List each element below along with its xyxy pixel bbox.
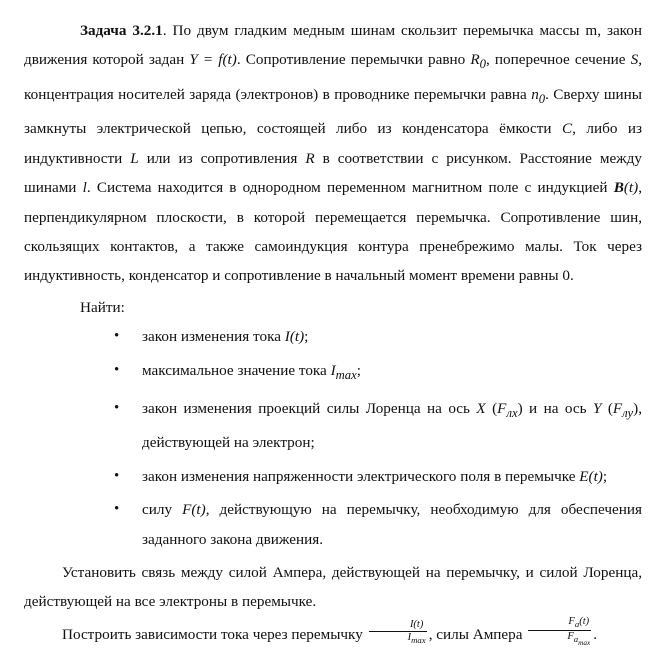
list-item: • максимальное значение тока $I_{max}$; [116,356,642,390]
relation-paragraph: Установить связь между силой Ампера, действующей на перемычку, и силой Лоренца, действующей на все электроны в перемычке. [24,564,642,611]
problem-statement: Задача 3.2.1. По двум гладким медным шинам скользит перемычка массы m, закон движения которой задан Y = f(t). Сопротивление перемычки равно $R_0$, поперечное сечение S, концентрация носителей заряда (электронов) в проводнике перемычки равна $n_0$. Сверху шины замкнуты электрической цепью, состоящей либо из конденсатора ёмкости C, либо из индуктивности L или из сопротивления R в соответствии с рисунком. Расстояние между шинами l. Система находится в однородном переменном магнитном поле с индукцией B(t), перпендикулярном плоскости, в которой перемещается перемычка. Сопротивление шин, скользящих контактов, а также самоиндукция контура пренебрежимо малы. Ток через индуктивность, конденсатор и сопротивление в начальный момент времени равны 0. [24,22,643,285]
plot-instruction: Построить зависимости тока через перемычку $\frac{I(t)}{I_{max}}$ , силы Ампера $\frac{F_a(t)}{F_{a_{max}}}$ . [62,615,598,647]
list-item: • закон изменения тока I(t); [116,322,642,351]
task-list [24,322,642,554]
current-ratio-fraction: $\frac{I(t)}{I_{max}}$ [369,619,427,646]
list-item: • закон изменения напряженности электрического поля в перемычке E(t); [116,462,642,491]
list-item: • закон изменения проекций силы Лоренца на ось X $(F_{лх})$ и на ось Y $(F_{лу})$, действующей на электрон; [116,394,642,458]
ampere-ratio-fraction: $\frac{F_a(t)}{F_{a_{max}}}$ [528,616,591,649]
list-item: • силу F(t), действующую на перемычку, необходимую для обеспечения заданного закона движения. [116,495,642,554]
problem-title: Задача 3.2.1 [80,22,163,39]
find-label: Найти: [80,298,125,316]
